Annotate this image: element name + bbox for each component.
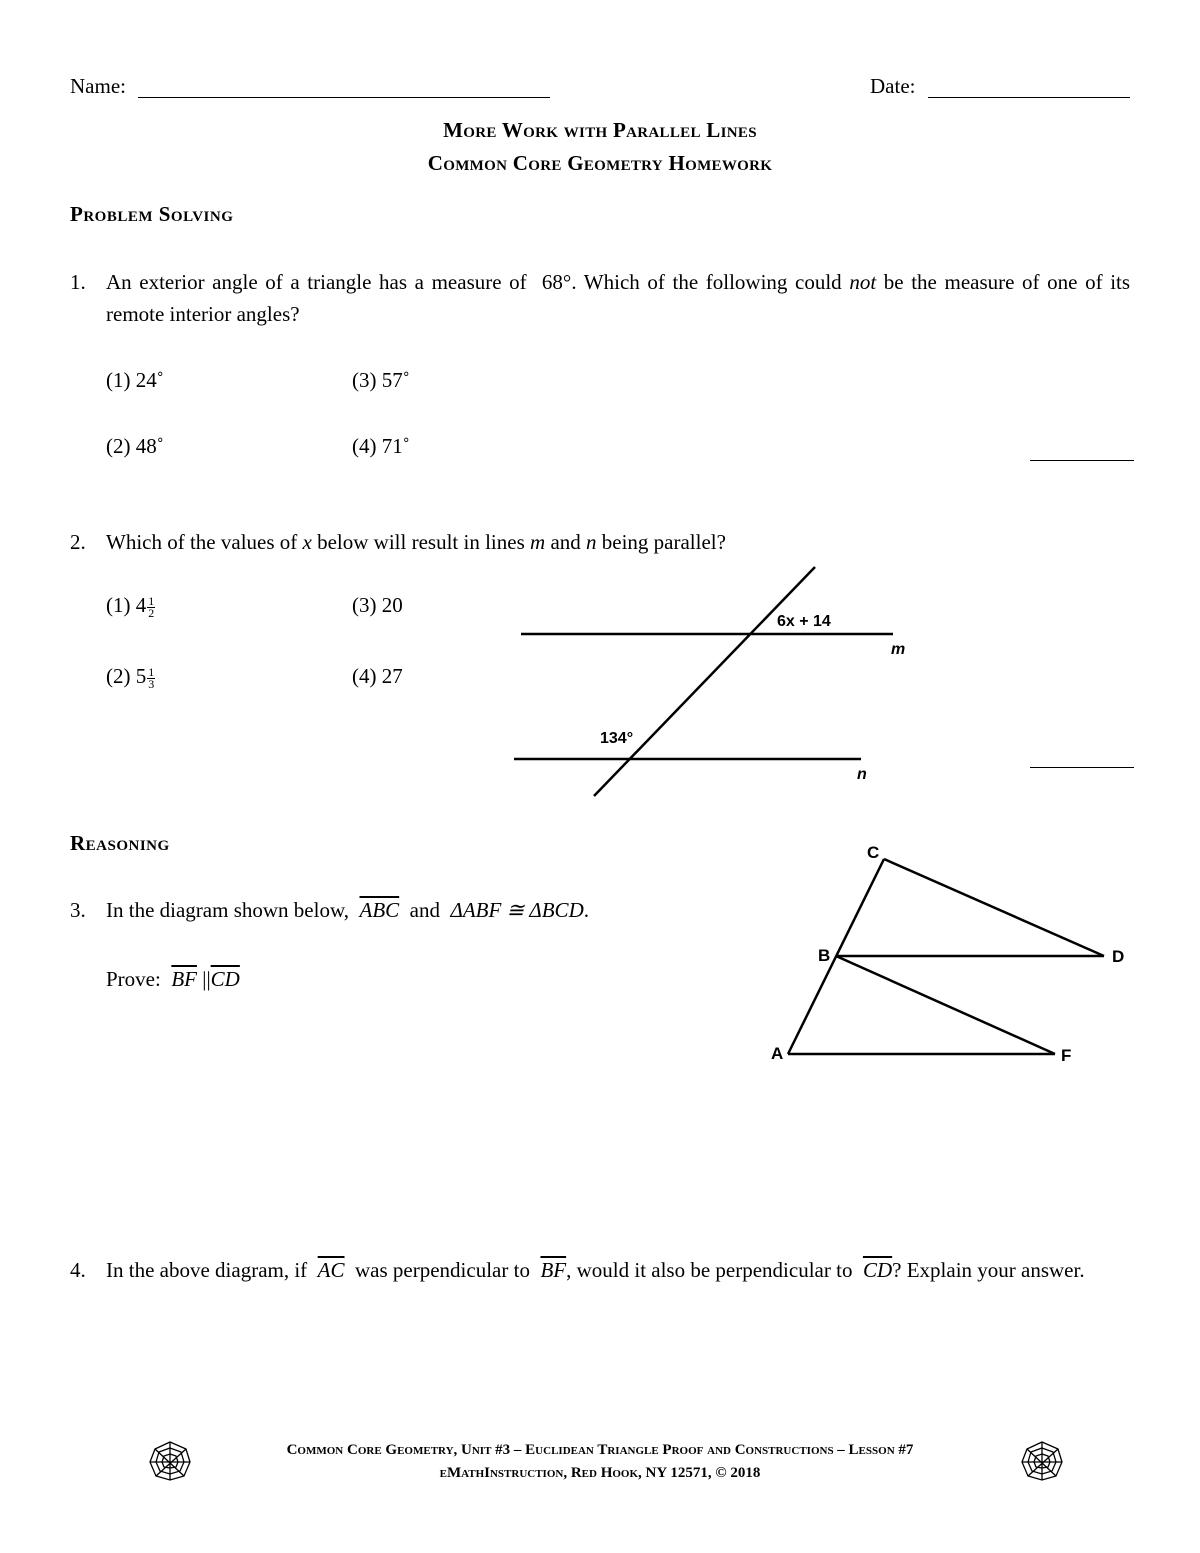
name-label: Name: <box>70 74 126 98</box>
choice-1[interactable]: (1) 24˚ <box>106 368 164 392</box>
question-number: 4. <box>70 1258 86 1282</box>
date-label: Date: <box>870 74 916 98</box>
q1-text-part: be the measure of one of its remote interior angles? <box>106 270 1131 326</box>
fraction-denominator: 2 <box>148 605 155 620</box>
vertex-label-f: F <box>1061 1046 1072 1065</box>
choice-label: (1) 4 <box>106 593 147 617</box>
choice-4[interactable]: (4) 27 <box>352 664 403 688</box>
page-subtitle: Common Core Geometry Homework <box>427 151 773 175</box>
q1-text-part: An exterior angle of a triangle has a measure of <box>106 270 527 294</box>
segment-cd: $\overline{CD}$ <box>210 967 240 991</box>
q2-var: x <box>302 530 312 554</box>
q2-text-part: and <box>550 530 581 554</box>
parallel-symbol: || <box>202 967 211 991</box>
q4-text-part: In the above diagram, if <box>106 1258 308 1282</box>
q2-var: n <box>586 530 597 554</box>
q3-text-part: . <box>583 898 589 922</box>
section-heading-reasoning: Reasoning <box>70 831 170 855</box>
q2-text-part: being parallel? <box>601 530 726 554</box>
q2-text-part: Which of the values of <box>106 530 298 554</box>
q1-emphasis: not <box>849 270 877 294</box>
fraction-numerator: 1 <box>148 593 155 608</box>
q1-angle: 68° <box>541 270 572 294</box>
fraction-numerator: 1 <box>148 664 155 679</box>
question-4-text <box>106 1254 1130 1286</box>
segment-bf-line <box>836 956 1055 1054</box>
segment-ac-text: $\overline{AC}$ <box>317 1258 345 1282</box>
choice-3[interactable]: (3) 20 <box>352 593 403 617</box>
q1-text-part: . Which of the following could <box>571 270 842 294</box>
congruence-statement: ΔABF ≅ ΔBCD <box>450 898 584 922</box>
angle-label-top: 6x + 14 <box>777 613 831 630</box>
q3-text-part: and <box>409 898 440 922</box>
q2-text-part: below will result in lines <box>317 530 525 554</box>
segment-cd-text: $\overline{CD}$ <box>862 1258 893 1282</box>
segment-abc: $\overline{ABC}$ <box>359 898 400 922</box>
vertex-label-c: C <box>867 843 880 862</box>
q4-text-part: , would it also be perpendicular to <box>566 1258 853 1282</box>
footer-copyright-line: eMathInstruction, Red Hook, NY 12571, © 2018 <box>439 1465 761 1481</box>
fraction-denominator: 3 <box>148 676 155 691</box>
question-number: 1. <box>70 270 86 294</box>
segment-bf-text: $\overline{BF}$ <box>540 1258 567 1282</box>
q3-text-part: In the diagram shown below, <box>106 898 349 922</box>
question-number: 2. <box>70 530 86 554</box>
choice-3[interactable]: (3) 57˚ <box>352 368 410 392</box>
segment-bf: $\overline{BF}$ <box>171 967 197 991</box>
line-label-n: n <box>857 766 867 783</box>
q4-text-part: ? Explain your answer. <box>892 1258 1085 1282</box>
choice-4[interactable]: (4) 71˚ <box>352 434 410 458</box>
choice-label: (2) 5 <box>106 664 147 688</box>
question-number: 3. <box>70 898 86 922</box>
vertex-label-a: A <box>771 1044 784 1063</box>
q4-text-part: was perpendicular to <box>355 1258 530 1282</box>
vertex-label-b: B <box>818 946 831 965</box>
footer-course-line: Common Core Geometry, Unit #3 – Euclidean Triangle Proof and Constructions – Lesson #7 <box>286 1442 914 1458</box>
angle-label-bottom: 134° <box>600 730 634 747</box>
section-heading-problem-solving: Problem Solving <box>70 202 234 226</box>
prove-label: Prove: <box>106 967 161 991</box>
q2-var: m <box>530 530 546 554</box>
line-label-m: m <box>891 641 906 658</box>
segment-cd-line <box>884 859 1104 956</box>
page-title: More Work with Parallel Lines <box>443 118 757 142</box>
choice-2[interactable]: (2) 48˚ <box>106 434 164 458</box>
vertex-label-d: D <box>1112 947 1125 966</box>
